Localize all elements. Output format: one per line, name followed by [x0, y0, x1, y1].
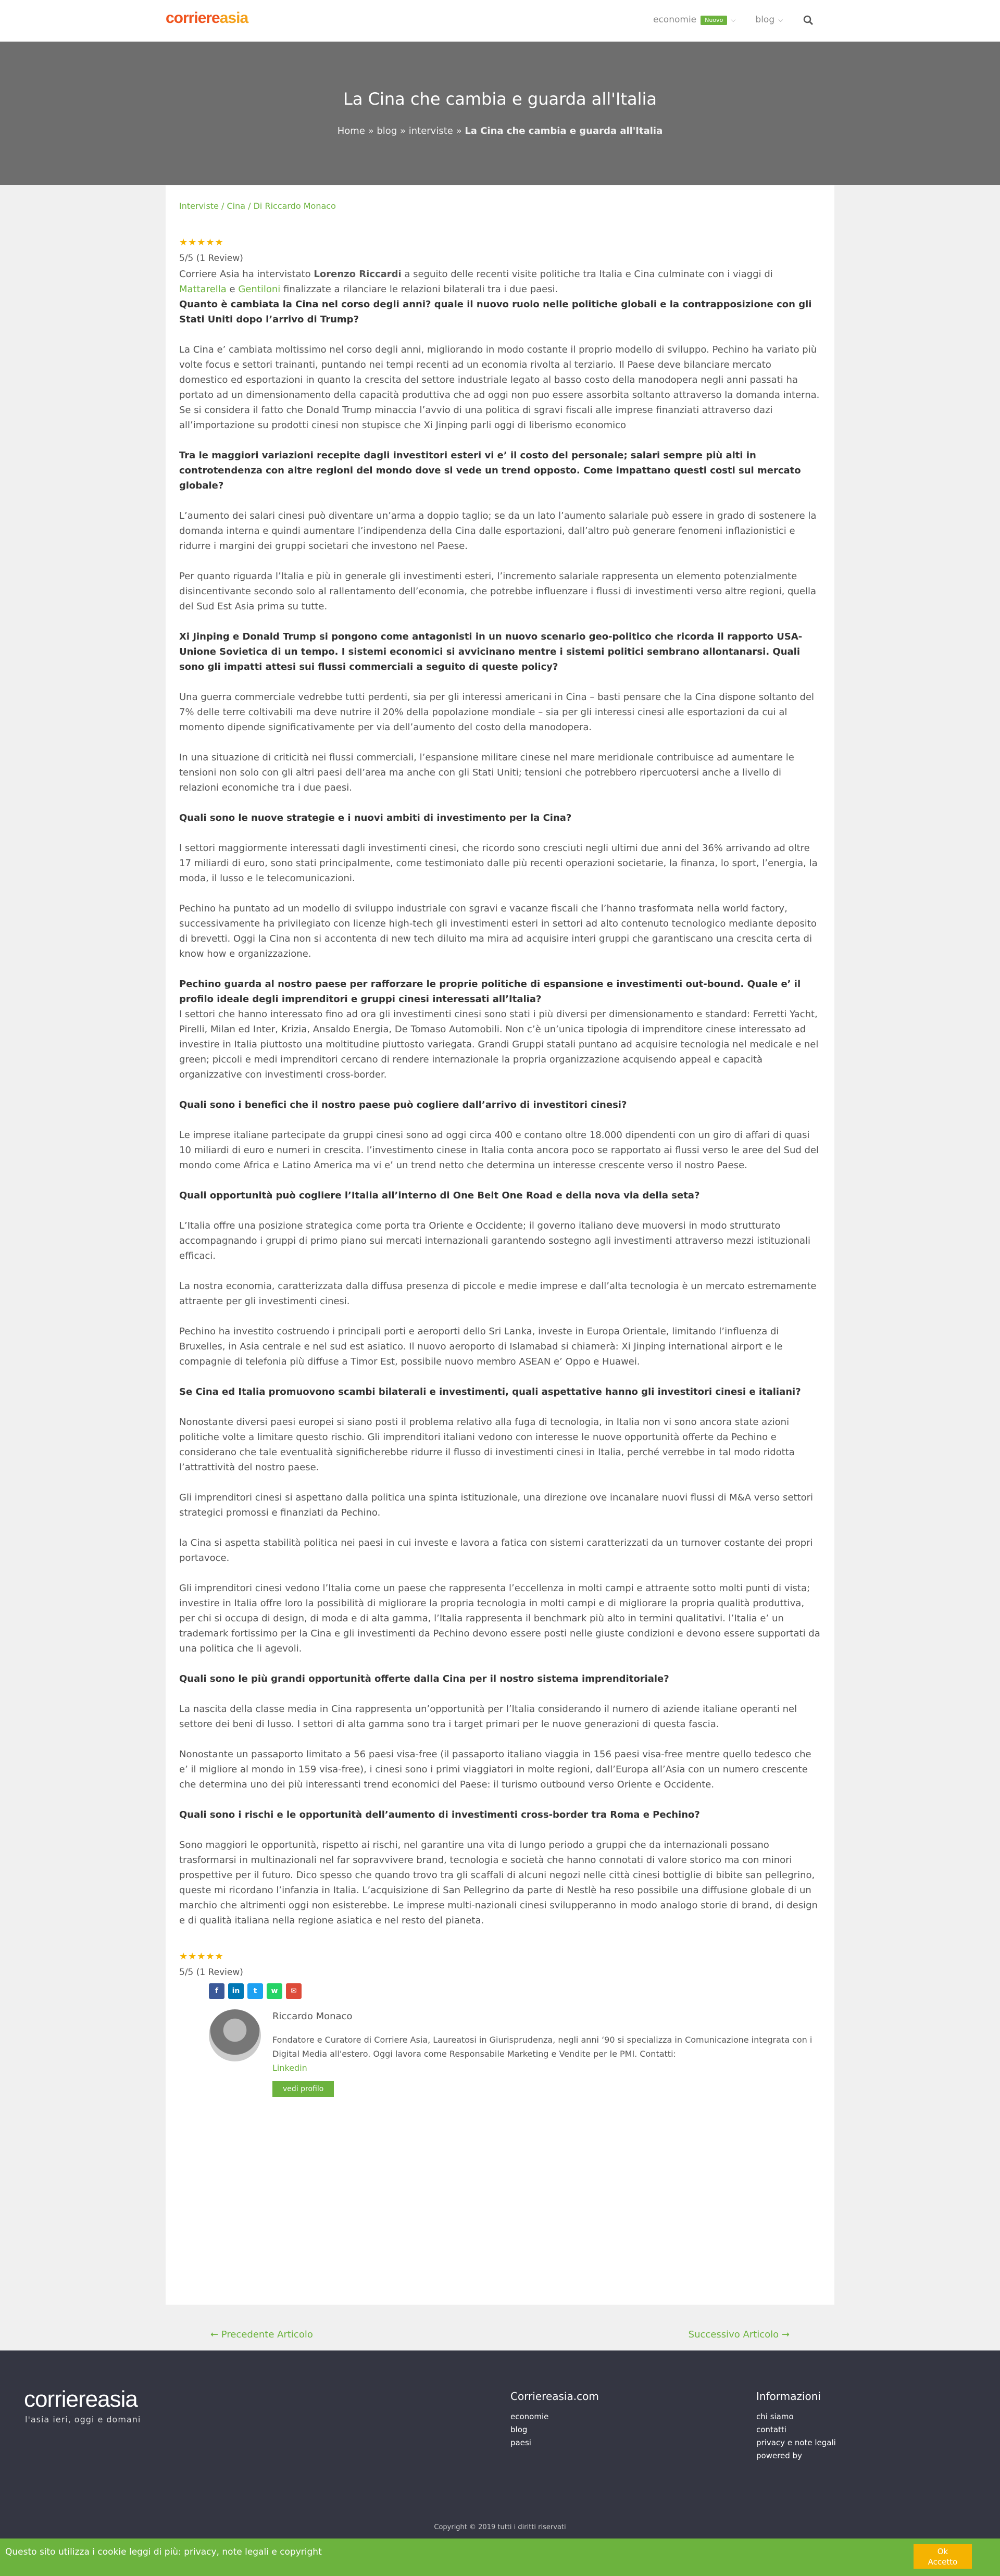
- answer-paragraph: I settori maggiormente interessati dagli investimenti cinesi, che ricordo sono cresciuti negli ultimi due anni del 36% arrivando ad oltre 17 miliardi di euro, sono stati principalmente, come testimoniato dalle più recenti operazioni societarie, la finanza, lo sport, l’energia, la moda, il lusso e le telecomunicazioni.: [179, 843, 818, 884]
- view-profile-button[interactable]: vedi profilo: [272, 2081, 334, 2097]
- footer-link-blog[interactable]: blog: [510, 2425, 528, 2434]
- article-card: [166, 185, 834, 2305]
- cookie-accept-label: Accetto: [928, 2557, 958, 2567]
- breadcrumb-home[interactable]: Home: [337, 126, 365, 136]
- cookie-ok-label: Ok: [937, 2547, 948, 2556]
- breadcrumb-sep: »: [456, 126, 462, 136]
- answer-paragraph: I settori che hanno interessato fino ad ora gli investimenti cinesi sono stati i più diversi per dimensionamento e standard: Ferretti Yacht, Pirelli, Milan ed Inter, Krizia, Ansaldo Energia, De Tomaso Automobili. Non c’è un’unica tipologia di imprenditore cinese interessato ad investire in Italia piuttosto una moltitudine piuttosto variegata. Grandi Gruppi statali puntano ad acquisire tecnologia nel medicale e nel green; piccoli e medi imprenditori cercano di rendere internazionale la propria organizzazione acquisendo appeal e capacità organizzative con investimenti cross-border.: [179, 1009, 819, 1080]
- logo-part-1: corriere: [166, 9, 220, 27]
- footer-col-site: [510, 2390, 599, 2449]
- question-heading: Quali sono i benefici che il nostro paese può cogliere dall’arrivo di investitori cinesi?: [179, 1099, 627, 1110]
- rating-stars-bottom: ★★★★★: [179, 1951, 224, 1962]
- question-heading: Pechino guarda al nostro paese per rafforzare le proprie politiche di espansione e investimenti out-bound. Quale e’ il profilo ideale degli imprenditori e gruppi cinesi interessati all’Italia?: [179, 979, 801, 1005]
- footer-tagline: l'asia ieri, oggi e domani: [25, 2415, 141, 2424]
- footer-link-paesi[interactable]: paesi: [510, 2438, 531, 2447]
- logo-part-2: asia: [219, 9, 248, 27]
- answer-paragraph: Pechino ha puntato ad un modello di sviluppo industriale con sgravi e vacanze fiscali che l’hanno trasformata nella world factory, successivamente ha privilegiato con licenze high-tech gli investimenti esteri in settori ad alto contenuto tecnologico mediante deposito di brevetti. Oggi la Cina non si accontenta di new tech diluito ma mira ad acquisire interi gruppi che garantiscano una crescita certa di know how e organizzazione.: [179, 903, 817, 959]
- answer-paragraph: L’Italia offre una posizione strategica come porta tra Oriente e Occidente; il governo italiano deve muoversi in modo strutturato accompagnando i gruppi di primo piano sui mercati internazionali garantendo sostegno agli investimenti attraverso mezzi istituzionali efficaci.: [179, 1220, 811, 1261]
- page-hero: [0, 42, 1000, 185]
- intro-text: finalizzate a rilanciare le relazioni bilaterali tra i due paesi.: [280, 284, 558, 295]
- share-buttons: [209, 1983, 821, 1999]
- question-heading: Quali sono le nuove strategie e i nuovi ambiti di investimento per la Cina?: [179, 812, 572, 823]
- footer-link-economie[interactable]: economie: [510, 2412, 549, 2421]
- chevron-down-icon: ⌵: [731, 16, 736, 23]
- question-heading: Quali sono i rischi e le opportunità dell’aumento di investimenti cross-border tra Roma e Pechino?: [179, 1809, 700, 1820]
- breadcrumb-current: La Cina che cambia e guarda all'Italia: [465, 126, 663, 136]
- whatsapp-share-icon[interactable]: w: [267, 1983, 282, 1999]
- footer-logo[interactable]: corriereasia: [24, 2386, 138, 2412]
- footer-link-powered-by[interactable]: powered by: [756, 2451, 802, 2460]
- page-title: La Cina che cambia e guarda all'Italia: [343, 89, 657, 109]
- next-article-link[interactable]: Successivo Articolo →: [688, 2329, 790, 2340]
- question-heading: Tra le maggiori variazioni recepite dagli investitori esteri vi e’ il costo del personale; salari sempre più alti in controtendenza con altre regioni del mondo dove si vede un trend opposto. Come impattano questi costi sul mercato globale?: [179, 450, 801, 491]
- answer-paragraph: Nonostante diversi paesi europei si siano posti il problema relativo alla fuga di tecnologia, in Italia non vi sono ancora state azioni politiche volte a limitare questo rischio. Gli imprenditori italiani vedono con interesse le nuove opportunità offerte da Pechino e considerano che tale eventualità significherebbe ridurre il flusso di investimenti cinesi in Italia, perché verrebbe in tal modo ridotta l’attrattività del nostro paese.: [179, 1417, 795, 1473]
- answer-paragraph: La nascita della classe media in Cina rappresenta un’opportunità per l’Italia considerando il numero di aziende italiane operanti nel settore dei beni di lusso. I settori di alta gamma sono tra i target primari per le nuove generazioni di questa fascia.: [179, 1704, 797, 1730]
- question-heading: Quanto è cambiata la Cina nel corso degli anni? quale il nuovo ruolo nelle politiche globali e la contrapposizione con gli Stati Uniti dopo l’arrivo di Trump?: [179, 299, 812, 325]
- nav-label: blog: [755, 15, 775, 25]
- nav-item-economie[interactable]: [653, 12, 735, 28]
- search-icon[interactable]: [803, 15, 814, 26]
- answer-paragraph: Le imprese italiane partecipate da gruppi cinesi sono ad oggi circa 400 e contano oltre 18.000 dipendenti con un giro di affari di quasi 10 miliardi di euro e numeri in crescita. l’investimento cinese in Italia conta ancora poco se rapportato ai flussi verso le aree del Sud del mondo come Africa e Latino America ma vi e’ un trend netto che determina un interesse crescente verso il nostro Paese.: [179, 1130, 819, 1171]
- article-meta[interactable]: Interviste / Cina / Di Riccardo Monaco: [179, 201, 336, 211]
- site-logo[interactable]: [166, 10, 248, 26]
- chevron-down-icon: ⌵: [778, 16, 783, 23]
- linkedin-share-icon[interactable]: in: [228, 1983, 244, 1999]
- avatar: [209, 2009, 261, 2061]
- answer-paragraph: La Cina e’ cambiata moltissimo nel corso degli anni, migliorando in modo costante il proprio modello di sviluppo. Pechino ha variato più volte focus e settori trainanti, puntando nei tempi recenti ad un economia rivolta al terziario. Il Paese deve bilanciare mercato domestico ed esportazioni in quanto la crescita del settore industriale legato al basso costo della manodopera negli anni passati ha portato ad un dimensionamento della capacità produttiva che ad oggi non puo essere assorbita soltanto attraverso la domanda interna. Se si considera il fatto che Donald Trump minaccia l’avvio di una politica di sgravi fiscali alle imprese finanziati attraverso dazi all’importazione su prodotti cinesi non stupisce che Xi Jinping parli oggi di liberismo economico: [179, 344, 820, 431]
- author-name[interactable]: Riccardo Monaco: [272, 2011, 353, 2022]
- author-bio: Fondatore e Curatore di Corriere Asia, Laureatosi in Giurisprudenza, negli anni ‘90 si specializza in Comunicazione integrata con i Digital Media all'estero. Oggi lavora come Responsabile Marketing e Vendite per le PMI. Contatti:: [272, 2035, 813, 2059]
- footer-col-title: Informazioni: [756, 2390, 821, 2403]
- post-navigation: [210, 2327, 790, 2342]
- site-footer: [0, 2350, 1000, 2539]
- cookie-banner: [0, 2539, 1000, 2576]
- nav-item-blog[interactable]: [755, 12, 783, 28]
- question-heading: Quali sono le più grandi opportunità offerte dalla Cina per il nostro sistema imprenditoriale?: [179, 1673, 669, 1684]
- new-badge: Nuovo: [701, 16, 727, 25]
- top-navbar: [0, 0, 1000, 42]
- nav-label: economie: [653, 15, 697, 25]
- breadcrumb-sep: »: [399, 126, 406, 136]
- article-intro: [179, 267, 821, 297]
- author-linkedin-link[interactable]: Linkedin: [272, 2063, 307, 2073]
- rating-text-bottom: 5/5 (1 Review): [179, 1967, 243, 1978]
- copyright: Copyright © 2019 tutti i diritti riservati: [434, 2523, 566, 2531]
- main-nav: [653, 12, 814, 28]
- answer-paragraph: Nonostante un passaporto limitato a 56 paesi visa-free (il passaporto italiano viaggia in 156 paesi visa-free mentre quello tedesco che e’ il migliore al mondo in 159 visa-free), i cinesi sono i primi viaggiatori in molte regioni, dall’Europa all’Asia con un numero crescente che determina uno dei più interessanti trend economici del Paese: il turismo outbound verso Oriente e Occidente.: [179, 1749, 811, 1790]
- breadcrumb-interviste[interactable]: interviste: [408, 126, 453, 136]
- breadcrumb-blog[interactable]: blog: [377, 126, 397, 136]
- article-body: [179, 297, 821, 1943]
- email-share-icon[interactable]: ✉: [286, 1983, 302, 1999]
- answer-paragraph: la Cina si aspetta stabilità politica nei paesi in cui investe e lavora a fatica con sistemi caratterizzati da un turnover costante dei propri portavoce.: [179, 1537, 813, 1564]
- footer-link-contatti[interactable]: contatti: [756, 2425, 786, 2434]
- answer-paragraph: Gli imprenditori cinesi vedono l’Italia come un paese che rappresenta l’eccellenza in molti campi e attraente sotto molti punti di vista; investire in Italia offre loro la possibilità di migliorare la propria tecnologia in molti campi e di migliorare la propria qualità produttiva, per chi si occupa di design, di moda e di alta gamma, l’Italia rappresenta il benchmark più alto in termini qualitativi. l’Italia e’ un trademark fortissimo per la Cina e gli investimenti da Pechino devono essere posti nelle giuste condizioni e devono essere supportati da una politica che li agevoli.: [179, 1583, 820, 1654]
- footer-link-privacy[interactable]: privacy e note legali: [756, 2438, 836, 2447]
- footer-col-info: [756, 2390, 836, 2462]
- intro-text: e: [226, 284, 239, 295]
- answer-paragraph: Sono maggiori le opportunità, rispetto ai rischi, nel garantire una vita di lungo periodo a gruppi che da internazionali possano trasformarsi in multinazionali nel far sopravvivere brand, tecnologia e società che hanno connotati di valore storico ma con minori prospettive per il futuro. Dico spesso che quando trovo tra gli scaffali di alcuni negozi nelle città cinesi bottiglie di bibite san pellegrino, queste mi ricordano l’infanzia in Italia. L’acquisizione di San Pellegrino da parte di Nestlè ha reso possibile una diffusione globale di un marchio che altrimenti oggi non esisterebbe. Le imprese multi-nazionali cinesi svilupperanno in modo analogo storie di brand, di design e di qualità italiana nella regione asiatica e nel resto del pianeta.: [179, 1840, 818, 1926]
- author-body: [272, 2009, 821, 2097]
- intro-name: Lorenzo Riccardi: [314, 269, 402, 280]
- facebook-share-icon[interactable]: f: [209, 1983, 224, 1999]
- answer-paragraph: Gli imprenditori cinesi si aspettano dalla politica una spinta istituzionale, una direzione ove incanalare nuovi flussi di M&A verso settori strategici promossi e finanziati da Pechino.: [179, 1492, 813, 1518]
- answer-paragraph: In una situazione di criticità nei flussi commerciali, l’espansione militare cinese nel mare meridionale contribuisce ad aumentare le tensioni non solo con gli altri paesi dell’area ma anche con gli Stati Uniti; tensioni che potrebbero ripercuotersi anche a livello di relazioni economiche tra i due paesi.: [179, 752, 794, 793]
- intro-text: a seguito delle recenti visite politiche tra Italia e Cina culminate con i viaggi di: [401, 269, 773, 280]
- footer-link-chi-siamo[interactable]: chi siamo: [756, 2412, 794, 2421]
- answer-paragraph: Per quanto riguarda l’Italia e più in generale gli investimenti esteri, l’incremento salariale rappresenta un elemento potenzialmente disincentivante secondo solo al rallentamento dell’economia, che potrebbe influenzare i flussi di investimenti verso altre regioni, quella del Sud Est Asia prima su tutte.: [179, 571, 816, 612]
- footer-col-title: Corriereasia.com: [510, 2390, 599, 2403]
- question-heading: Quali opportunità può cogliere l’Italia all’interno di One Belt One Road e della nova via della seta?: [179, 1190, 700, 1201]
- rating-stars: ★★★★★: [179, 237, 224, 248]
- answer-paragraph: La nostra economia, caratterizzata dalla diffusa presenza di piccole e medie imprese e dall’alta tecnologia è un mercato estremamente attraente per gli investimenti cinesi.: [179, 1281, 817, 1307]
- breadcrumb-sep: »: [368, 126, 374, 136]
- intro-text: Corriere Asia ha intervistato: [179, 269, 314, 280]
- twitter-share-icon[interactable]: t: [247, 1983, 263, 1999]
- link-mattarella[interactable]: Mattarella: [179, 284, 227, 295]
- rating-text: 5/5 (1 Review): [179, 253, 243, 264]
- breadcrumb: [0, 123, 1000, 139]
- cookie-text[interactable]: Questo sito utilizza i cookie leggi di più: privacy, note legali e copyright: [5, 2547, 322, 2557]
- answer-paragraph: L’aumento dei salari cinesi può diventare un’arma a doppio taglio; se da un lato l’aumento salariale può essere in grado di sostenere la domanda interna e quindi aumentare l’indipendenza della Cina dalle esportazioni, dall’altro può generare fenomeni inflazionistici e ridurre i margini dei gruppi societari che investono nel Paese.: [179, 510, 817, 552]
- link-gentiloni[interactable]: Gentiloni: [238, 284, 281, 295]
- author-box: [209, 2009, 821, 2097]
- previous-article-link[interactable]: ← Precedente Articolo: [210, 2329, 313, 2340]
- question-heading: Xi Jinping e Donald Trump si pongono come antagonisti in un nuovo scenario geo-politico che ricorda il rapporto USA-Unione Sovietica di un tempo. I sistemi economici si avvicinano mentre i sistemi politici sembrano allontanarsi. Quali sono gli impatti attesi sui flussi commerciali a seguito di queste policy?: [179, 631, 803, 672]
- answer-paragraph: Pechino ha investito costruendo i principali porti e aeroporti dello Sri Lanka, investe in Europa Orientale, limitando l’influenza di Bruxelles, in Asia centrale e nel sud est asiatico. Il nuovo aeroporto di Islamabad si chiamerà: Xi Jinping international airport e le compagnie di telefonia più diffuse a Timor Est, possibile nuovo membro ASEAN e’ Oppo e Huawei.: [179, 1326, 783, 1367]
- cookie-accept-button[interactable]: [914, 2544, 972, 2569]
- answer-paragraph: Una guerra commerciale vedrebbe tutti perdenti, sia per gli interessi americani in Cina – basti pensare che la Cina dispone soltanto del 7% delle terre coltivabili ma deve nutrire il 20% della popolazione mondiale – sia per gli interessi cinesi alle esportazioni da cui al momento dipende significativamente per via dell’aumento del costo della manodopera.: [179, 692, 815, 733]
- question-heading: Se Cina ed Italia promuovono scambi bilaterali e investimenti, quali aspettative hanno gli investitori cinesi e italiani?: [179, 1386, 801, 1397]
